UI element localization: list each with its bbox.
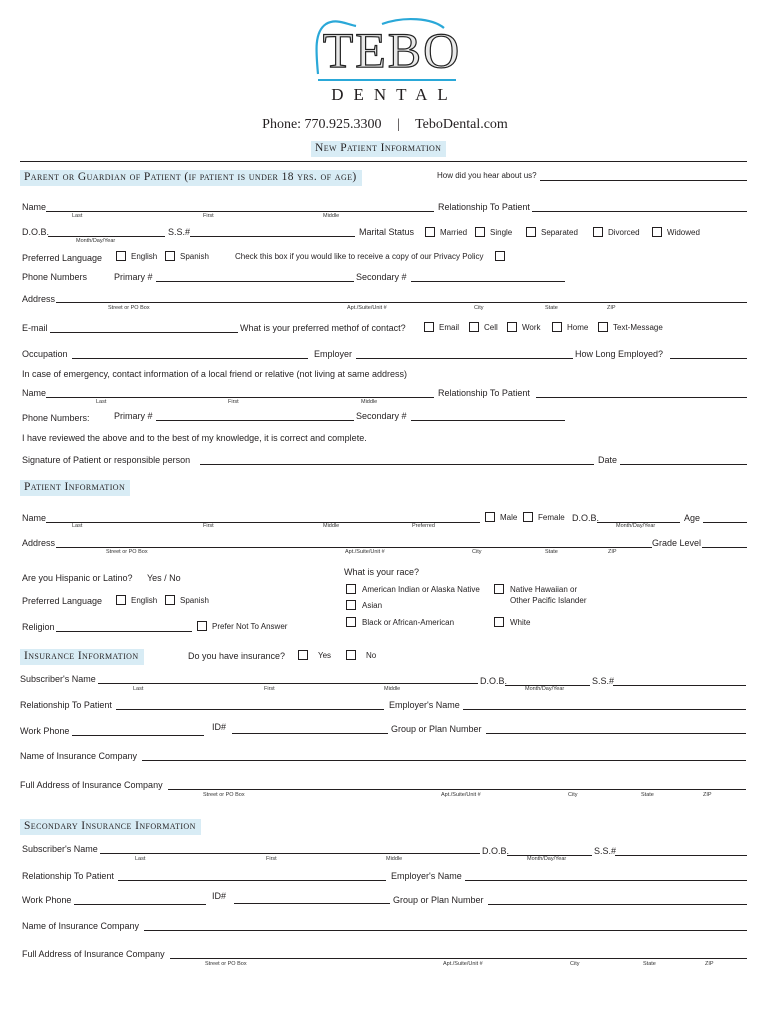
sec-subscriber-field[interactable] — [100, 853, 480, 854]
em-secondary-label: Secondary # — [356, 411, 407, 421]
male-checkbox[interactable] — [485, 512, 495, 522]
dob-hint: Month/Day/Year — [76, 238, 116, 244]
signature-label: Signature of Patient or responsible person — [22, 455, 191, 465]
pt-hint-middle: Middle — [323, 523, 340, 529]
privacy-checkbox[interactable] — [495, 251, 505, 261]
patient-address-label: Address — [22, 538, 56, 548]
parent-dob-label: D.O.B. — [22, 227, 50, 237]
employer-field[interactable] — [356, 358, 573, 359]
emergency-text: In case of emergency, contact information of a local friend or relative (not living at same address) — [22, 369, 408, 379]
hint-state: State — [545, 305, 558, 311]
pt-hint-zip: ZIP — [608, 549, 617, 555]
hispanic-options[interactable]: Yes / No — [147, 573, 181, 583]
secondary-heading: Secondary Insurance Information — [20, 819, 201, 835]
parent-address-label: Address — [22, 294, 56, 304]
patient-name-label: Name — [22, 513, 47, 523]
race-pacific-label: Other Pacific Islander — [510, 596, 587, 605]
parent-phone-label: Phone Numbers — [22, 272, 88, 282]
race-asian-label: Asian — [362, 601, 383, 610]
privacy-label: Check this box if you would like to receive a copy of our Privacy Policy — [235, 252, 484, 261]
divorced-checkbox[interactable] — [593, 227, 603, 237]
separator: | — [397, 117, 400, 132]
hint-street: Street or PO Box — [108, 305, 150, 311]
em-relationship-field[interactable] — [536, 397, 747, 398]
em-relationship-label: Relationship To Patient — [438, 388, 530, 398]
married-label: Married — [440, 228, 468, 237]
pt-spanish-label: Spanish — [180, 596, 209, 605]
website: TeboDental.com — [415, 117, 508, 132]
ins-hint-city: City — [568, 792, 578, 798]
email-label: E-mail — [22, 323, 48, 333]
insurance-yes-checkbox[interactable] — [298, 650, 308, 660]
contact-cell-checkbox[interactable] — [469, 322, 479, 332]
contact-home-checkbox[interactable] — [552, 322, 562, 332]
em-primary-label: Primary # — [114, 411, 153, 421]
hint-middle: Middle — [323, 213, 340, 219]
hint-apt: Apt./Suite/Unit # — [347, 305, 387, 311]
race-native-american-checkbox[interactable] — [346, 584, 356, 594]
age-label: Age — [684, 513, 701, 523]
ins-hint-apt: Apt./Suite/Unit # — [441, 792, 481, 798]
insurance-no-label: No — [366, 651, 377, 660]
male-label: Male — [500, 513, 518, 522]
pt-hint-first: First — [203, 523, 214, 529]
race-black-label: Black or African-American — [362, 618, 455, 627]
ins-hint-last: Last — [133, 686, 144, 692]
ins-hint-first: First — [264, 686, 275, 692]
parent-heading: Parent or Guardian of Patient (if patient is under 18 yrs. of age) — [20, 170, 362, 186]
insurance-yes-label: Yes — [318, 651, 332, 660]
female-label: Female — [538, 513, 565, 522]
ins-relationship-label: Relationship To Patient — [20, 700, 112, 710]
sec-ss-label: S.S.# — [594, 846, 617, 856]
single-label: Single — [490, 228, 513, 237]
sec-company-address-label: Full Address of Insurance Company — [22, 949, 165, 959]
logo-subtitle: DENTAL — [331, 85, 458, 104]
sec-dob-label: D.O.B. — [482, 846, 510, 856]
patient-language-label: Preferred Language — [22, 596, 103, 606]
patient-address-field[interactable] — [56, 547, 652, 548]
pt-hint-state: State — [545, 549, 558, 555]
sec-hint-middle: Middle — [386, 856, 403, 862]
parent-address-field[interactable] — [56, 302, 747, 303]
race-white-checkbox[interactable] — [494, 617, 504, 627]
sec-employer-label: Employer's Name — [391, 871, 462, 881]
parent-secondary-label: Secondary # — [356, 272, 407, 282]
hint-city: City — [474, 305, 484, 311]
sec-subscriber-label: Subscriber's Name — [22, 844, 98, 854]
spanish-label: Spanish — [180, 252, 209, 261]
parent-relationship-field[interactable] — [532, 211, 747, 212]
single-checkbox[interactable] — [475, 227, 485, 237]
ins-id-label: ID# — [212, 722, 227, 732]
parent-secondary-field[interactable] — [411, 281, 565, 282]
married-checkbox[interactable] — [425, 227, 435, 237]
widowed-checkbox[interactable] — [652, 227, 662, 237]
hint-zip: ZIP — [607, 305, 616, 311]
sec-company-field[interactable] — [144, 930, 747, 931]
ins-company-address-field[interactable] — [168, 789, 746, 790]
pt-hint-apt: Apt./Suite/Unit # — [345, 549, 385, 555]
sec-ss-field[interactable] — [615, 855, 747, 856]
pt-hint-city: City — [472, 549, 482, 555]
contact-home-label: Home — [567, 323, 589, 332]
ins-id-field[interactable] — [232, 733, 388, 734]
race-label: What is your race? — [344, 567, 420, 577]
subscriber-label: Subscriber's Name — [20, 674, 96, 684]
subscriber-field[interactable] — [98, 683, 478, 684]
ins-employer-label: Employer's Name — [389, 700, 460, 710]
email-field[interactable] — [50, 332, 238, 333]
sec-company-address-field[interactable] — [170, 958, 747, 959]
parent-relationship-label: Relationship To Patient — [438, 202, 530, 212]
marital-label: Marital Status — [359, 227, 415, 237]
sec-group-field[interactable] — [488, 904, 747, 905]
divorced-label: Divorced — [608, 228, 640, 237]
parent-ss-label: S.S.# — [168, 227, 191, 237]
ins-hint-state: State — [641, 792, 654, 798]
separated-label: Separated — [541, 228, 578, 237]
patient-spanish-checkbox[interactable] — [165, 595, 175, 605]
ins-employer-field[interactable] — [463, 709, 746, 710]
contact-cell-label: Cell — [484, 323, 498, 332]
sec-group-label: Group or Plan Number — [393, 895, 484, 905]
race-native-american-label: American Indian or Alaska Native — [362, 585, 480, 594]
sec-employer-field[interactable] — [465, 880, 747, 881]
pt-hint-preferred: Preferred — [412, 523, 435, 529]
sec-workphone-label: Work Phone — [22, 895, 72, 905]
ins-hint-street: Street or PO Box — [203, 792, 245, 798]
em-phone-label: Phone Numbers: — [22, 413, 90, 423]
sec-id-label: ID# — [212, 891, 227, 901]
parent-primary-label: Primary # — [114, 272, 153, 282]
sec-hint-first: First — [266, 856, 277, 862]
religion-field[interactable] — [56, 631, 192, 632]
age-field[interactable] — [703, 522, 747, 523]
sec-workphone-field[interactable] — [74, 904, 206, 905]
employed-field[interactable] — [670, 358, 747, 359]
parent-dob-field[interactable] — [48, 236, 165, 237]
sec-id-field[interactable] — [234, 903, 390, 904]
hint-first: First — [203, 213, 214, 219]
contact-text-label: Text-Message — [613, 323, 663, 332]
em-name-field[interactable] — [46, 397, 434, 398]
logo-brand: TEBO — [322, 22, 462, 78]
ins-relationship-field[interactable] — [116, 709, 384, 710]
em-secondary-field[interactable] — [411, 420, 565, 421]
contact-text-checkbox[interactable] — [598, 322, 608, 332]
phone-number: Phone: 770.925.3300 — [262, 117, 382, 132]
hispanic-label: Are you Hispanic or Latino? — [22, 573, 133, 583]
sec-hint-street: Street or PO Box — [205, 961, 247, 967]
ins-group-field[interactable] — [486, 733, 746, 734]
patient-heading: Patient Information — [20, 480, 130, 496]
patient-english-checkbox[interactable] — [116, 595, 126, 605]
hear-label: How did you hear about us? — [437, 171, 537, 180]
ins-ss-field[interactable] — [613, 685, 746, 686]
sec-hint-city: City — [570, 961, 580, 967]
parent-english-checkbox[interactable] — [116, 251, 126, 261]
employed-label: How Long Employed? — [575, 349, 664, 359]
em-hint-first: First — [228, 399, 239, 405]
form-title: New Patient Information — [311, 141, 446, 157]
parent-language-label: Preferred Language — [22, 253, 103, 263]
ins-dob-label: D.O.B. — [480, 676, 508, 686]
parent-ss-field[interactable] — [190, 236, 355, 237]
contact-email-checkbox[interactable] — [424, 322, 434, 332]
header-divider — [20, 161, 747, 162]
parent-name-label: Name — [22, 202, 47, 212]
ins-company-address-label: Full Address of Insurance Company — [20, 780, 163, 790]
contact-method-label: What is your preferred methof of contact? — [240, 323, 406, 333]
sec-company-label: Name of Insurance Company — [22, 921, 140, 931]
ins-workphone-field[interactable] — [72, 735, 204, 736]
sec-relationship-label: Relationship To Patient — [22, 871, 114, 881]
sec-relationship-field[interactable] — [118, 880, 386, 881]
race-black-checkbox[interactable] — [346, 617, 356, 627]
religion-label: Religion — [22, 622, 55, 632]
parent-name-field[interactable] — [46, 211, 434, 212]
race-white-label: White — [510, 618, 531, 627]
pt-dob-hint: Month/Day/Year — [616, 523, 656, 529]
sec-hint-apt: Apt./Suite/Unit # — [443, 961, 483, 967]
separated-checkbox[interactable] — [526, 227, 536, 237]
sec-hint-state: State — [643, 961, 656, 967]
patient-dob-label: D.O.B. — [572, 513, 600, 523]
grade-field[interactable] — [702, 547, 747, 548]
sec-dob-hint: Month/Day/Year — [527, 856, 567, 862]
em-hint-last: Last — [96, 399, 107, 405]
ins-company-field[interactable] — [142, 760, 746, 761]
hear-field[interactable] — [540, 180, 747, 181]
ins-ss-label: S.S.# — [592, 676, 615, 686]
grade-label: Grade Level — [652, 538, 702, 548]
race-asian-checkbox[interactable] — [346, 600, 356, 610]
ins-company-label: Name of Insurance Company — [20, 751, 138, 761]
widowed-label: Widowed — [667, 228, 700, 237]
ins-hint-middle: Middle — [384, 686, 401, 692]
em-hint-middle: Middle — [361, 399, 378, 405]
race-hawaiian-checkbox[interactable] — [494, 584, 504, 594]
english-label: English — [131, 252, 158, 261]
em-primary-field[interactable] — [156, 420, 354, 421]
parent-primary-field[interactable] — [156, 281, 354, 282]
date-label: Date — [598, 455, 618, 465]
religion-prefer-checkbox[interactable] — [197, 621, 207, 631]
occupation-label: Occupation — [22, 349, 68, 359]
ins-group-label: Group or Plan Number — [391, 724, 482, 734]
contact-email-label: Email — [439, 323, 460, 332]
insurance-no-checkbox[interactable] — [346, 650, 356, 660]
ins-dob-hint: Month/Day/Year — [525, 686, 565, 692]
female-checkbox[interactable] — [523, 512, 533, 522]
contact-line — [0, 118, 770, 132]
sec-hint-last: Last — [135, 856, 146, 862]
employer-label: Employer — [314, 349, 353, 359]
have-insurance-label: Do you have insurance? — [188, 651, 286, 661]
religion-prefer-label: Prefer Not To Answer — [212, 622, 288, 631]
ins-workphone-label: Work Phone — [20, 726, 70, 736]
em-name-label: Name — [22, 388, 47, 398]
sec-hint-zip: ZIP — [705, 961, 714, 967]
ins-hint-zip: ZIP — [703, 792, 712, 798]
insurance-heading: Insurance Information — [20, 649, 144, 665]
pt-hint-street: Street or PO Box — [106, 549, 148, 555]
review-text: I have reviewed the above and to the best of my knowledge, it is correct and complete. — [22, 433, 367, 443]
pt-hint-last: Last — [72, 523, 83, 529]
date-field[interactable] — [620, 464, 747, 465]
race-hawaiian-label: Native Hawaiian or — [510, 585, 578, 594]
hint-last: Last — [72, 213, 83, 219]
parent-spanish-checkbox[interactable] — [165, 251, 175, 261]
contact-work-label: Work — [522, 323, 541, 332]
contact-work-checkbox[interactable] — [507, 322, 517, 332]
signature-field[interactable] — [200, 464, 594, 465]
occupation-field[interactable] — [72, 358, 308, 359]
pt-english-label: English — [131, 596, 158, 605]
